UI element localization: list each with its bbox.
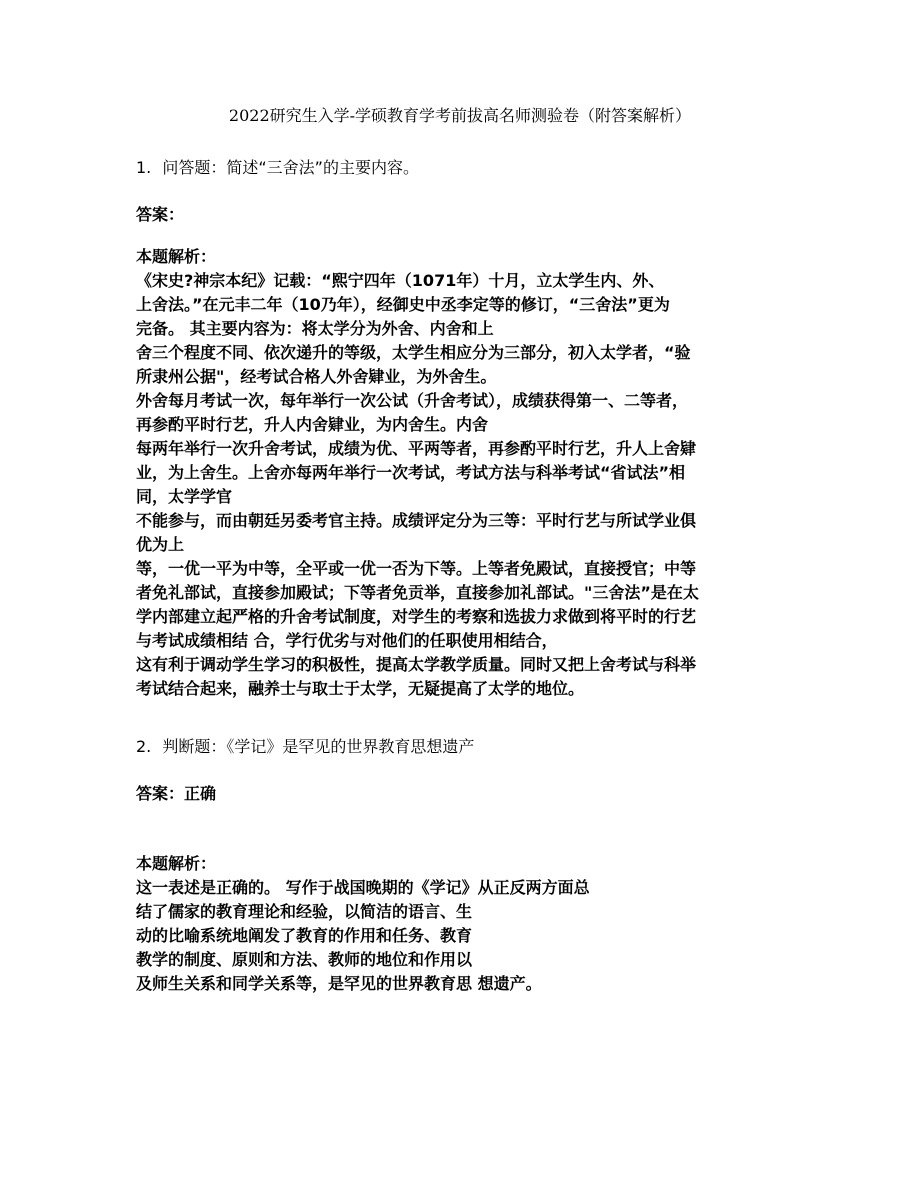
question-1-explanation-label: 本题解析： [136, 247, 217, 266]
question-2-explanation-label: 本题解析： [136, 854, 217, 873]
explanation-line: 同，太学学官 [136, 487, 233, 506]
explanation-line: 舍三个程度不同、依次递升的等级，太学生相应分为三部分，初入太学者，“验 [136, 343, 691, 362]
explanation-line: 这有利于调动学生学习的积极性，提高太学教学质量。同时又把上舍考试与科举 [136, 655, 697, 674]
question-1-number: 1. [136, 158, 152, 177]
question-2-explanation [136, 876, 796, 996]
explanation-line: 及师生关系和同学关系等，是罕见的世界教育思 想遗产。 [136, 974, 542, 993]
question-2-answer: 答案：正确 [136, 784, 217, 803]
explanation-line: 教学的制度、原则和方法、教师的地位和作用以 [136, 950, 473, 969]
question-2 [136, 735, 474, 759]
explanation-line: 完备。 其主要内容为：将太学分为外舍、内舍和上 [136, 319, 494, 338]
question-1 [136, 156, 419, 180]
explanation-line: 上舍法。”在元丰二年（10乃年），经御史中丞李定等的修订，“三舍法”更为 [136, 295, 670, 314]
explanation-line: 动的比喻系统地阐发了教育的作用和任务、教育 [136, 926, 473, 945]
explanation-line: 优为上 [136, 535, 185, 554]
question-1-answer: 答案： [136, 205, 185, 224]
question-1-prompt: 问答题：简述“三舍法”的主要内容。 [162, 158, 419, 177]
question-2-number: 2. [136, 737, 152, 756]
explanation-line: 与考试成绩相结 合，学行优劣与对他们的任职使用相结合， [136, 631, 558, 650]
explanation-line: 《宋史?神宗本纪》记载：“熙宁四年（1071年）十月，立太学生内、外、 [136, 271, 665, 290]
document-title: 2022研究生入学-学硕教育学考前拔高名师测验卷（附答案解析） [228, 106, 692, 125]
explanation-line: 所隶州公据"，经考试合格人外舍肄业，为外舍生。 [136, 367, 497, 386]
question-1-explanation [136, 269, 796, 701]
explanation-line: 考试结合起来，融养士与取士于太学，无疑提高了太学的地位。 [136, 679, 585, 698]
explanation-line: 结了儒家的教育理论和经验，以简洁的语言、生 [136, 902, 473, 921]
explanation-line: 者免礼部试，直接参加殿试；下等者免贡举，直接参加礼部试。"三舍法”是在太 [136, 583, 699, 602]
explanation-line: 这一表述是正确的。 写作于战国晚期的《学记》从正反两方面总 [136, 878, 590, 897]
explanation-line: 再参酌平时行艺，升人内舍肄业，为内舍生。内舍 [136, 415, 489, 434]
explanation-line: 外舍每月考试一次，每年举行一次公试（升舍考试），成绩获得第一、二等者， [136, 391, 689, 410]
explanation-line: 每两年举行一次升舍考试，成绩为优、平两等者，再参酌平时行艺，升人上舍肄 [136, 439, 697, 458]
explanation-line: 等，一优一平为中等，全平或一优一否为下等。上等者免殿试，直接授官；中等 [136, 559, 697, 578]
explanation-line: 学内部建立起严格的升舍考试制度，对学生的考察和选拔力求做到将平时的行艺 [136, 607, 697, 626]
question-2-prompt: 判断题：《学记》是罕见的世界教育思想遗产 [162, 737, 475, 756]
explanation-line: 不能参与，而由朝廷另委考官主持。成绩评定分为三等：平时行艺与所试学业俱 [136, 511, 697, 530]
explanation-line: 业，为上舍生。上舍亦每两年举行一次考试，考试方法与科举考试“省试法”相 [136, 463, 686, 482]
